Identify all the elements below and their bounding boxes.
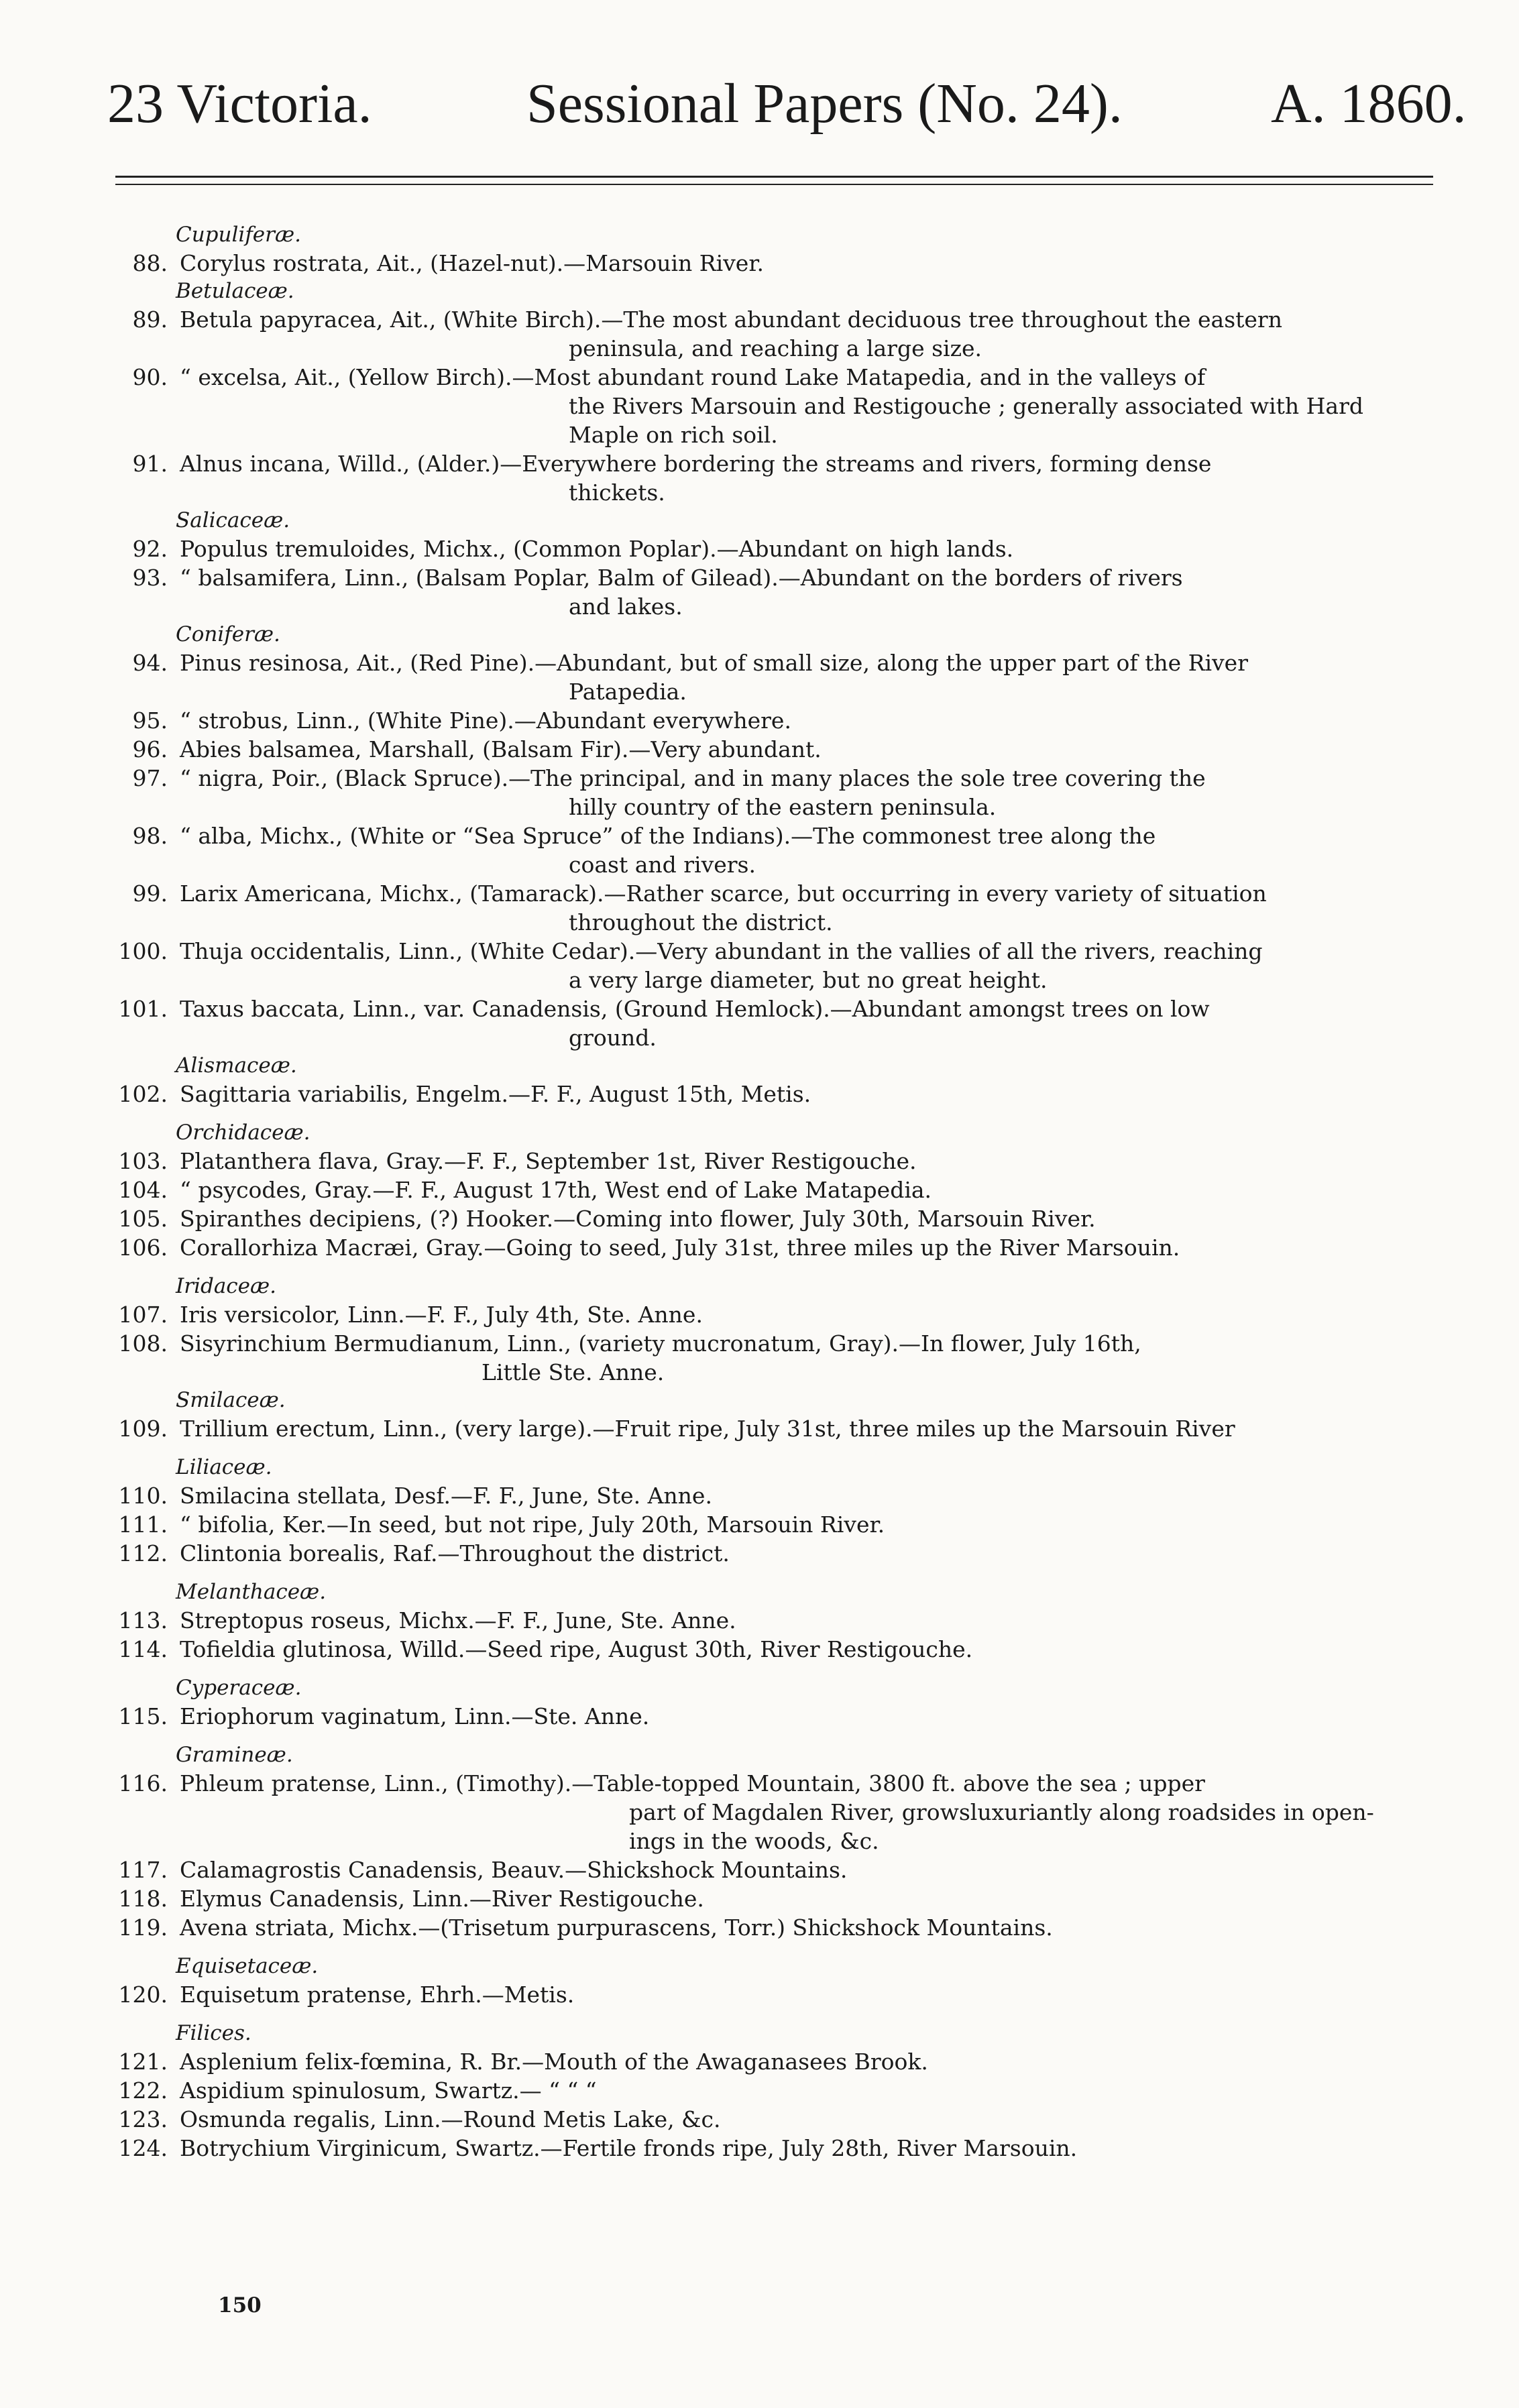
entry-text: Alnus incana, Willd., (Alder.)—Everywhere bordering the streams and rivers, forming dense — [180, 451, 1212, 477]
header-session: 23 Victoria. — [107, 72, 372, 135]
list-item — [0, 563, 1519, 621]
entry-number: 88. — [132, 250, 168, 276]
list-item — [0, 735, 1519, 764]
list-item — [0, 249, 1519, 278]
entry-text: Sagittaria variabilis, Engelm.—F. F., August 15th, Metis. — [180, 1081, 811, 1107]
entry-number: 91. — [132, 451, 168, 477]
list-item — [0, 994, 1519, 1052]
entry-number: 101. — [118, 996, 168, 1022]
entry-number: 123. — [118, 2106, 168, 2132]
family-heading: Melanthaceæ. — [176, 1580, 327, 1604]
family-heading: Cyperaceæ. — [176, 1676, 302, 1700]
entry-continuation: thickets. — [569, 479, 665, 506]
entry-number: 111. — [118, 1511, 168, 1538]
list-item — [0, 1539, 1519, 1568]
family-heading: Equisetaceæ. — [176, 1954, 319, 1978]
list-item — [0, 1147, 1519, 1176]
family-heading: Orchidaceæ. — [176, 1121, 311, 1145]
entry-number: 121. — [118, 2049, 168, 2075]
entry-text: Pinus resinosa, Ait., (Red Pine).—Abundant, but of small size, along the upper part of the River — [180, 650, 1248, 676]
entry-text: Calamagrostis Canadensis, Beauv.—Shickshock Mountains. — [180, 1857, 848, 1883]
entry-continuation: Maple on rich soil. — [569, 422, 778, 448]
list-item — [0, 1204, 1519, 1233]
entry-text: Elymus Canadensis, Linn.—River Restigouche. — [180, 1886, 704, 1912]
entry-number: 98. — [132, 823, 168, 849]
entry-number: 124. — [118, 2135, 168, 2161]
list-item — [0, 2134, 1519, 2163]
list-item — [0, 1884, 1519, 1913]
list-item — [0, 1702, 1519, 1731]
entry-text: “ excelsa, Ait., (Yellow Birch).—Most abundant round Lake Matapedia, and in the valleys of — [180, 364, 1206, 390]
entry-text: Platanthera flava, Gray.—F. F., September 1st, River Restigouche. — [180, 1148, 917, 1174]
entry-text: Trillium erectum, Linn., (very large).—Fruit ripe, July 31st, three miles up the Marsouin River — [180, 1416, 1235, 1442]
entry-text: Taxus baccata, Linn., var. Canadensis, (Ground Hemlock).—Abundant amongst trees on low — [180, 996, 1210, 1022]
page-number: 150 — [218, 2293, 262, 2317]
entry-number: 117. — [118, 1857, 168, 1883]
entry-text: “ psycodes, Gray.—F. F., August 17th, West end of Lake Matapedia. — [180, 1177, 932, 1203]
entry-text: Abies balsamea, Marshall, (Balsam Fir).—Very abundant. — [180, 736, 822, 762]
list-item — [0, 1913, 1519, 1942]
entry-text: Botrychium Virginicum, Swartz.—Fertile fronds ripe, July 28th, River Marsouin. — [180, 2135, 1078, 2161]
entry-text: Clintonia borealis, Raf.—Throughout the district. — [180, 1540, 730, 1566]
entry-number: 110. — [118, 1483, 168, 1509]
species-list — [0, 221, 1519, 2163]
entry-number: 115. — [118, 1703, 168, 1729]
entry-continuation: and lakes. — [569, 593, 683, 620]
entry-text: Betula papyracea, Ait., (White Birch).—The most abundant deciduous tree throughout the eastern — [180, 306, 1282, 333]
entry-text: “ nigra, Poir., (Black Spruce).—The principal, and in many places the sole tree covering the — [180, 765, 1206, 791]
entry-number: 119. — [118, 1914, 168, 1941]
list-item — [0, 706, 1519, 735]
entry-text: Smilacina stellata, Desf.—F. F., June, Ste. Anne. — [180, 1483, 712, 1509]
entry-number: 112. — [118, 1540, 168, 1566]
list-item — [0, 1176, 1519, 1204]
family-heading: Liliaceæ. — [176, 1455, 272, 1479]
entry-text: Equisetum pratense, Ehrh.—Metis. — [180, 1982, 575, 2008]
entry-number: 105. — [118, 1206, 168, 1232]
list-item — [0, 1635, 1519, 1664]
list-item — [0, 2047, 1519, 2076]
entry-number: 100. — [118, 938, 168, 964]
entry-text: Aspidium spinulosum, Swartz.— “ “ “ — [180, 2077, 597, 2104]
family-heading: Cupuliferæ. — [176, 223, 301, 247]
entry-number: 106. — [118, 1235, 168, 1261]
entry-number: 109. — [118, 1416, 168, 1442]
entry-number: 118. — [118, 1886, 168, 1912]
list-item — [0, 1980, 1519, 2009]
header-year: A. 1860. — [1271, 72, 1467, 135]
entry-text: “ balsamifera, Linn., (Balsam Poplar, Balm of Gilead).—Abundant on the borders of rivers — [180, 565, 1183, 591]
entry-text: Asplenium felix-fœmina, R. Br.—Mouth of the Awaganasees Brook. — [180, 2049, 928, 2075]
entry-continuation: part of Magdalen River, growsluxuriantly along roadsides in open- — [629, 1799, 1374, 1825]
entry-text: Streptopus roseus, Michx.—F. F., June, Ste. Anne. — [180, 1607, 736, 1633]
page-header — [0, 64, 1519, 144]
entry-number: 108. — [118, 1330, 168, 1357]
entry-text: Thuja occidentalis, Linn., (White Cedar).—Very abundant in the vallies of all the rivers, reaching — [180, 938, 1263, 964]
family-heading: Iridaceæ. — [176, 1274, 277, 1298]
entry-number: 97. — [132, 765, 168, 791]
entry-number: 122. — [118, 2077, 168, 2104]
entry-number: 90. — [132, 364, 168, 390]
list-item — [0, 1080, 1519, 1108]
list-item — [0, 1769, 1519, 1855]
family-heading: Smilaceæ. — [176, 1388, 286, 1412]
header-rule-secondary — [115, 184, 1433, 185]
family-heading: Betulaceæ. — [176, 279, 294, 303]
list-item — [0, 1481, 1519, 1510]
entry-text: Corallorhiza Macræi, Gray.—Going to seed, July 31st, three miles up the River Marsouin. — [180, 1235, 1180, 1261]
entry-text: Eriophorum vaginatum, Linn.—Ste. Anne. — [180, 1703, 650, 1729]
entry-continuation: the Rivers Marsouin and Restigouche ; generally associated with Hard — [569, 393, 1363, 419]
entry-text: “ bifolia, Ker.—In seed, but not ripe, July 20th, Marsouin River. — [180, 1511, 885, 1538]
entry-continuation: throughout the district. — [569, 909, 833, 935]
family-heading: Gramineæ. — [176, 1743, 293, 1767]
family-heading: Salicaceæ. — [176, 508, 290, 532]
entry-number: 114. — [118, 1636, 168, 1662]
entry-number: 120. — [118, 1982, 168, 2008]
list-item — [0, 821, 1519, 879]
entry-text: Larix Americana, Michx., (Tamarack).—Rather scarce, but occurring in every variety of situation — [180, 880, 1267, 907]
list-item — [0, 1300, 1519, 1329]
entry-number: 113. — [118, 1607, 168, 1633]
entry-text: Corylus rostrata, Ait., (Hazel-nut).—Marsouin River. — [180, 250, 764, 276]
entry-continuation: Patapedia. — [569, 679, 687, 705]
list-item — [0, 1414, 1519, 1443]
list-item — [0, 2105, 1519, 2134]
list-item — [0, 764, 1519, 821]
list-item — [0, 1329, 1519, 1387]
entry-number: 103. — [118, 1148, 168, 1174]
entry-number: 96. — [132, 736, 168, 762]
list-item — [0, 534, 1519, 563]
entry-text: “ alba, Michx., (White or “Sea Spruce” of the Indians).—The commonest tree along the — [180, 823, 1156, 849]
entry-text: Osmunda regalis, Linn.—Round Metis Lake, &c. — [180, 2106, 721, 2132]
entry-continuation: peninsula, and reaching a large size. — [569, 335, 982, 361]
entry-number: 99. — [132, 880, 168, 907]
list-item — [0, 1233, 1519, 1262]
list-item — [0, 879, 1519, 937]
list-item — [0, 2076, 1519, 2105]
list-item — [0, 1855, 1519, 1884]
family-heading: Filices. — [176, 2021, 251, 2045]
header-rule — [115, 176, 1433, 178]
entry-number: 93. — [132, 565, 168, 591]
list-item — [0, 305, 1519, 363]
list-item — [0, 648, 1519, 706]
list-item — [0, 937, 1519, 994]
entry-text: Spiranthes decipiens, (?) Hooker.—Coming into flower, July 30th, Marsouin River. — [180, 1206, 1096, 1232]
entry-number: 94. — [132, 650, 168, 676]
entry-text: Populus tremuloides, Michx., (Common Poplar).—Abundant on high lands. — [180, 536, 1014, 562]
entry-number: 116. — [118, 1770, 168, 1796]
entry-text: Phleum pratense, Linn., (Timothy).—Table-topped Mountain, 3800 ft. above the sea ; upper — [180, 1770, 1205, 1796]
entry-number: 102. — [118, 1081, 168, 1107]
entry-number: 89. — [132, 306, 168, 333]
entry-continuation: ings in the woods, &c. — [629, 1828, 879, 1854]
list-item — [0, 449, 1519, 507]
entry-continuation: a very large diameter, but no great height. — [569, 967, 1048, 993]
list-item — [0, 1606, 1519, 1635]
entry-number: 92. — [132, 536, 168, 562]
entry-text: Avena striata, Michx.—(Trisetum purpurascens, Torr.) Shickshock Mountains. — [180, 1914, 1053, 1941]
entry-continuation: coast and rivers. — [569, 852, 756, 878]
entry-continuation: Little Ste. Anne. — [482, 1359, 665, 1385]
entry-text: Sisyrinchium Bermudianum, Linn., (variety mucronatum, Gray).—In flower, July 16th, — [180, 1330, 1141, 1357]
entry-text: “ strobus, Linn., (White Pine).—Abundant everywhere. — [180, 707, 791, 734]
list-item — [0, 363, 1519, 449]
entry-text: Iris versicolor, Linn.—F. F., July 4th, Ste. Anne. — [180, 1302, 703, 1328]
family-heading: Alismaceæ. — [176, 1053, 297, 1078]
header-title: Sessional Papers (No. 24). — [526, 72, 1123, 135]
entry-continuation: hilly country of the eastern peninsula. — [569, 794, 997, 820]
list-item — [0, 1510, 1519, 1539]
entry-number: 95. — [132, 707, 168, 734]
family-heading: Coniferæ. — [176, 622, 280, 646]
entry-number: 104. — [118, 1177, 168, 1203]
entry-continuation: ground. — [569, 1025, 657, 1051]
entry-text: Tofieldia glutinosa, Willd.—Seed ripe, August 30th, River Restigouche. — [180, 1636, 973, 1662]
entry-number: 107. — [118, 1302, 168, 1328]
